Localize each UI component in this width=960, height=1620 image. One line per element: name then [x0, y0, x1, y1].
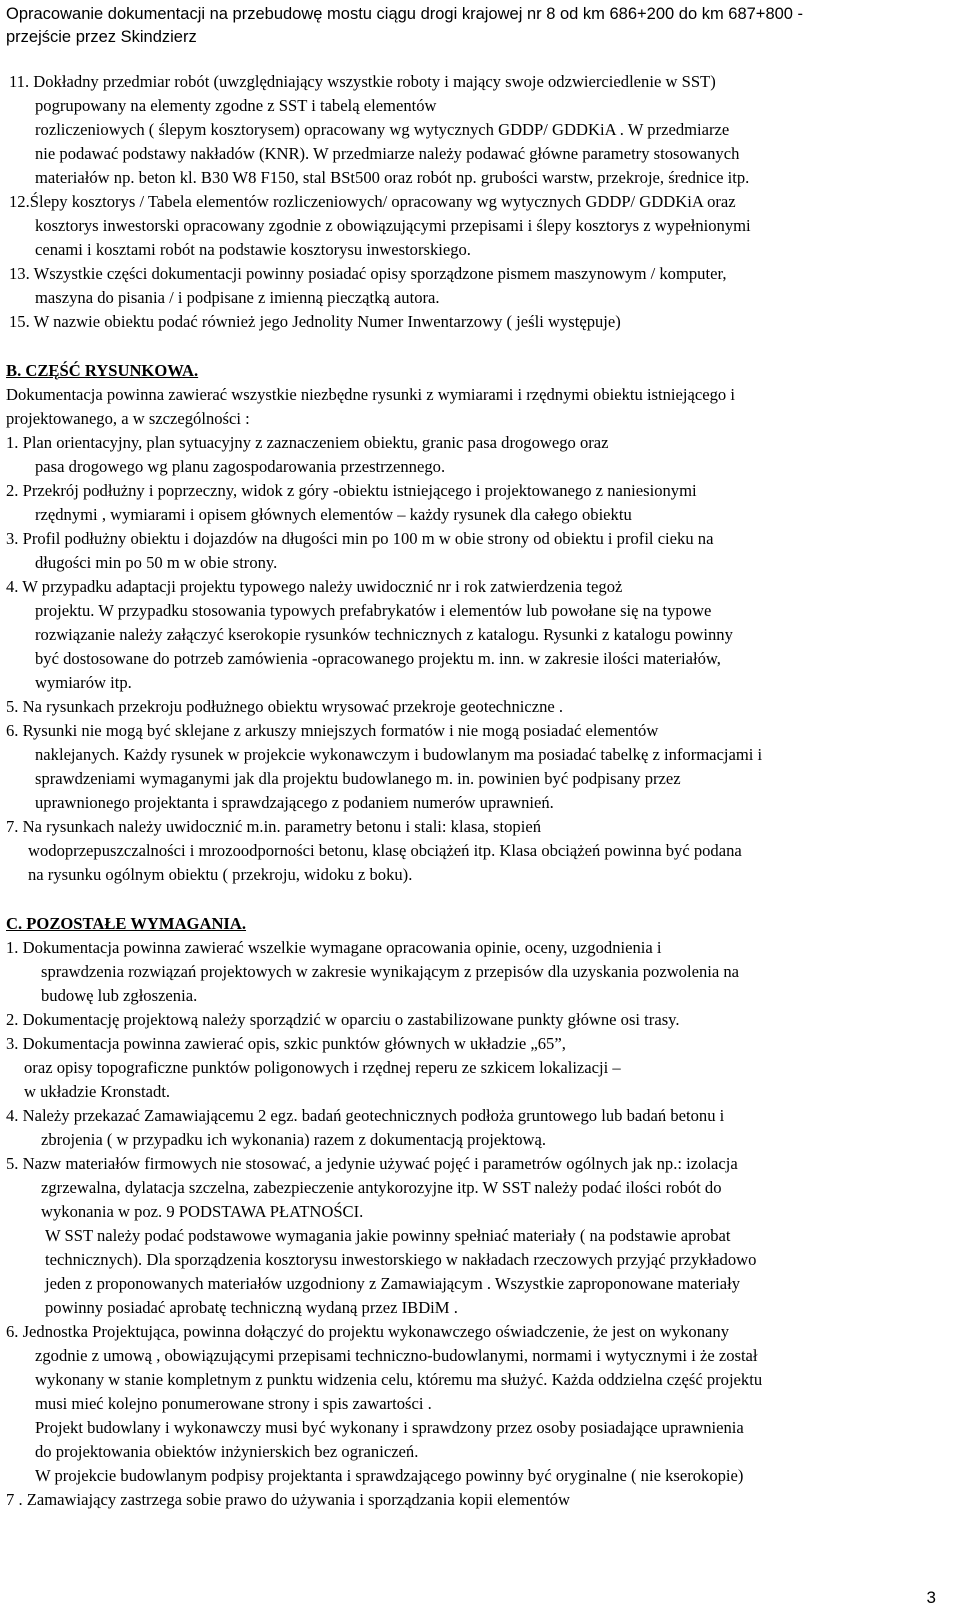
page-number: 3: [926, 1588, 936, 1607]
text-line: jeden z proponowanych materiałów uzgodniony z Zamawiającym . Wszystkie zaproponowane materiały: [45, 1274, 741, 1293]
text-line: 2. Dokumentację projektową należy sporządzić w oparciu o zastabilizowane punkty główne osi trasy.: [6, 1010, 680, 1029]
header-line-2: przejście przez Skindzierz: [6, 28, 197, 46]
text-line: wymiarów itp.: [35, 673, 132, 692]
text-line: 6. Rysunki nie mogą być sklejane z arkuszy mniejszych formatów i nie mogą posiadać elementów: [6, 721, 659, 740]
text-line: 3. Dokumentacja powinna zawierać opis, szkic punktów głównych w układzie „65”,: [6, 1034, 566, 1053]
text-line: długości min po 50 m w obie strony.: [35, 553, 278, 572]
text-line: Dokumentacja powinna zawierać wszystkie niezbędne rysunki z wymiarami i rzędnymi obiektu istniejącego i: [6, 385, 735, 404]
text-line: 7 . Zamawiający zastrzega sobie prawo do używania i sporządzania kopii elementów: [6, 1490, 570, 1509]
text-line: 2. Przekrój podłużny i poprzeczny, widok z góry -obiektu istniejącego i projektowanego z naniesionymi: [6, 481, 697, 500]
text-line: do projektowania obiektów inżynierskich bez ograniczeń.: [35, 1442, 419, 1461]
text-line: wykonania w poz. 9 PODSTAWA PŁATNOŚCI.: [41, 1202, 364, 1221]
text-line: 5. Nazw materiałów firmowych nie stosować, a jedynie używać pojęć i parametrów ogólnych jak np.: izolacja: [6, 1154, 738, 1173]
text-line: zgrzewalna, dylatacja szczelna, zabezpieczenie antykorozyjne itp. W SST należy podać ilości robót do: [41, 1178, 722, 1197]
text-line: 5. Na rysunkach przekroju podłużnego obiektu wrysować przekroje geotechniczne .: [6, 697, 564, 716]
text-line: 6. Jednostka Projektująca, powinna dołączyć do projektu wykonawczego oświadczenie, że jest on wykonany: [6, 1322, 729, 1341]
text-line: wykonany w stanie kompletnym z punktu widzenia celu, któremu ma służyć. Każda oddzielna część projektu: [35, 1370, 763, 1389]
text-line: 4. Należy przekazać Zamawiającemu 2 egz. badań geotechnicznych podłoża gruntowego lub badań betonu i: [6, 1106, 725, 1125]
text-line: 11. Dokładny przedmiar robót (uwzględniający wszystkie roboty i mający swoje odzwierciedlenie w SST): [9, 72, 716, 91]
text-line: 4. W przypadku adaptacji projektu typowego należy uwidocznić nr i rok zatwierdzenia tegoż: [6, 577, 623, 596]
text-line: być dostosowane do potrzeb zamówienia -opracowanego projektu m. inn. w zakresie ilości materiałów,: [35, 649, 721, 668]
section-heading: B. CZĘŚĆ RYSUNKOWA.: [6, 361, 199, 380]
text-line: projektowanego, a w szczególności :: [6, 409, 250, 428]
text-line: cenami i kosztami robót na podstawie kosztorysu inwestorskiego.: [35, 240, 471, 259]
text-line: Projekt budowlany i wykonawczy musi być wykonany i sprawdzony przez osoby posiadające uprawnienia: [35, 1418, 744, 1437]
text-line: 1. Plan orientacyjny, plan sytuacyjny z zaznaczeniem obiektu, granic pasa drogowego oraz: [6, 433, 609, 452]
text-line: maszyna do pisania / i podpisane z imienną pieczątką autora.: [35, 288, 440, 307]
text-line: oraz opisy topograficzne punktów poligonowych i rzędnej reperu ze szkicem lokalizacji –: [24, 1058, 621, 1077]
text-line: W SST należy podać podstawowe wymagania jakie powinny spełniać materiały ( na podstawie aprobat: [45, 1226, 731, 1245]
text-line: w układzie Kronstadt.: [24, 1082, 171, 1101]
text-line: rozwiązanie należy załączyć kserokopie rysunków technicznych z katalogu. Rysunki z katalogu powinny: [35, 625, 733, 644]
section-heading: C. POZOSTAŁE WYMAGANIA.: [6, 914, 247, 933]
text-line: uprawnionego projektanta i sprawdzającego z podaniem numerów uprawnień.: [35, 793, 554, 812]
text-line: nie podawać podstawy nakładów (KNR). W przedmiarze należy podawać główne parametry stosowanych: [35, 144, 740, 163]
text-line: musi mieć kolejno ponumerowane strony i spis zawartości .: [35, 1394, 432, 1413]
text-line: kosztorys inwestorski opracowany zgodnie z obowiązującymi przepisami i ślepy kosztorys z wypełnionymi: [35, 216, 751, 235]
text-line: technicznych). Dla sporządzenia kosztorysu inwestorskiego w nakładach rzeczowych przyjąć przykładowo: [45, 1250, 757, 1269]
text-line: 12.Ślepy kosztorys / Tabela elementów rozliczeniowych/ opracowany wg wytycznych GDDP/ GDDKiA oraz: [9, 192, 736, 211]
document-header: [6, 3, 946, 49]
text-line: zbrojenia ( w przypadku ich wykonania) razem z dokumentacją projektową.: [41, 1130, 546, 1149]
text-line: projektu. W przypadku stosowania typowych prefabrykatów i elementów lub powołane się na typowe: [35, 601, 712, 620]
text-line: 15. W nazwie obiektu podać również jego Jednolity Numer Inwentarzowy ( jeśli występuje): [9, 312, 621, 331]
text-line: pasa drogowego wg planu zagospodarowania przestrzennego.: [35, 457, 446, 476]
header-line-1: Opracowanie dokumentacji na przebudowę mostu ciągu drogi krajowej nr 8 od km 686+200 do km 687+800 -: [6, 5, 804, 23]
text-line: rozliczeniowych ( ślepym kosztorysem) opracowany wg wytycznych GDDP/ GDDKiA . W przedmiarze: [35, 120, 730, 139]
text-line: sprawdzenia rozwiązań projektowych w zakresie wynikającym z przepisów dla uzyskania pozwolenia na: [41, 962, 740, 981]
text-line: W projekcie budowlanym podpisy projektanta i sprawdzającego powinny być oryginalne ( nie kserokopie): [35, 1466, 744, 1485]
text-line: budowę lub zgłoszenia.: [41, 986, 198, 1005]
text-line: sprawdzeniami wymaganymi jak dla projektu budowlanego m. in. powinien być podpisany przez: [35, 769, 681, 788]
text-line: 1. Dokumentacja powinna zawierać wszelkie wymagane opracowania opinie, oceny, uzgodnienia i: [6, 938, 662, 957]
text-line: wodoprzepuszczalności i mrozoodporności betonu, klasę obciążeń itp. Klasa obciążeń powinna być podana: [28, 841, 742, 860]
text-line: na rysunku ogólnym obiektu ( przekroju, widoku z boku).: [28, 865, 413, 884]
text-line: zgodnie z umową , obowiązującymi przepisami techniczno-budowlanymi, normami i wytycznymi i że został: [35, 1346, 758, 1365]
text-line: 3. Profil podłużny obiektu i dojazdów na długości min po 100 m w obie strony od obiektu i profil cieku na: [6, 529, 714, 548]
text-line: materiałów np. beton kl. B30 W8 F150, stal BSt500 oraz robót np. grubości warstw, przekroje, średnice itp.: [35, 168, 750, 187]
text-line: pogrupowany na elementy zgodne z SST i tabelą elementów: [35, 96, 437, 115]
text-line: 13. Wszystkie części dokumentacji powinny posiadać opisy sporządzone pismem maszynowym / komputer,: [9, 264, 727, 283]
text-line: naklejanych. Każdy rysunek w projekcie wykonawczym i budowlanym ma posiadać tabelkę z informacjami i: [35, 745, 763, 764]
text-line: 7. Na rysunkach należy uwidocznić m.in. parametry betonu i stali: klasa, stopień: [6, 817, 541, 836]
text-line: rzędnymi , wymiarami i opisem głównych elementów – każdy rysunek dla całego obiektu: [35, 505, 632, 524]
text-line: powinny posiadać aprobatę techniczną wydaną przez IBDiM .: [45, 1298, 458, 1317]
